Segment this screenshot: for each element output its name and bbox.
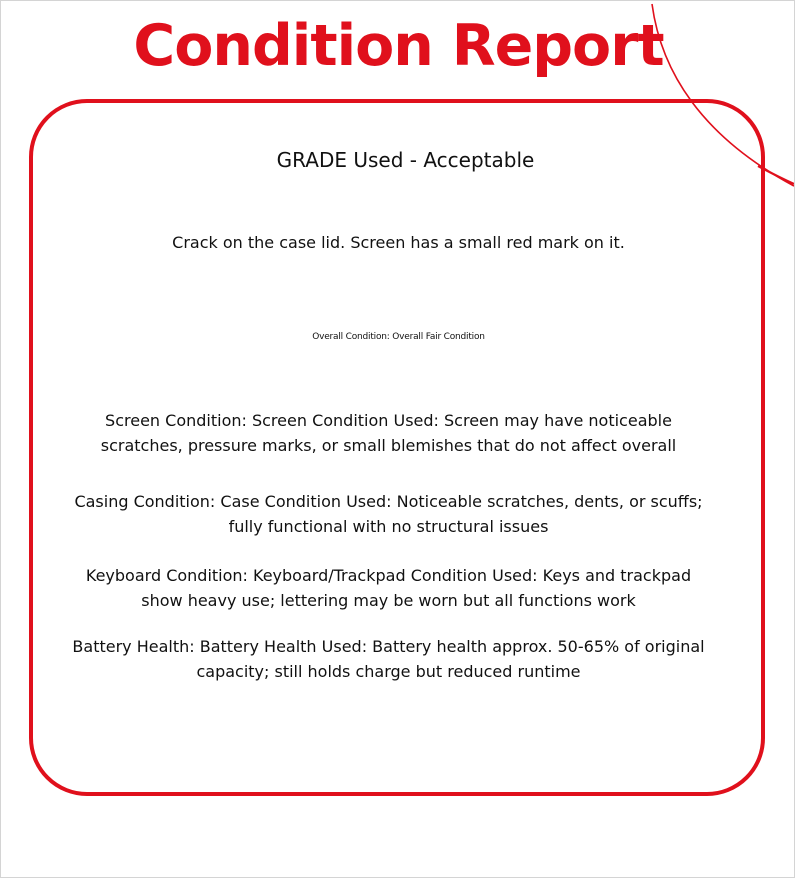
condition-notes: Crack on the case lid. Screen has a small red mark on it. — [172, 233, 625, 252]
report-title: Condition Report — [133, 13, 664, 79]
casing-condition: Casing Condition: Case Condition Used: Noticeable scratches, dents, or scuffs; fully functional with no structural issues — [74, 492, 703, 536]
keyboard-condition: Keyboard Condition: Keyboard/Trackpad Condition Used: Keys and trackpad show heavy use; lettering may be worn but all functions work — [85, 566, 692, 610]
screen-condition: Screen Condition: Screen Condition Used: Screen may have noticeable scratches, pressure marks, or small blemishes that do not affect overall — [100, 411, 677, 455]
overall-condition: Overall Condition: Overall Fair Condition — [312, 332, 485, 342]
grade-heading: GRADE Used - Acceptable — [276, 148, 535, 172]
battery-health: Battery Health: Battery Health Used: Battery health approx. 50-65% of original capacity; still holds charge but reduced runtime — [72, 637, 705, 681]
